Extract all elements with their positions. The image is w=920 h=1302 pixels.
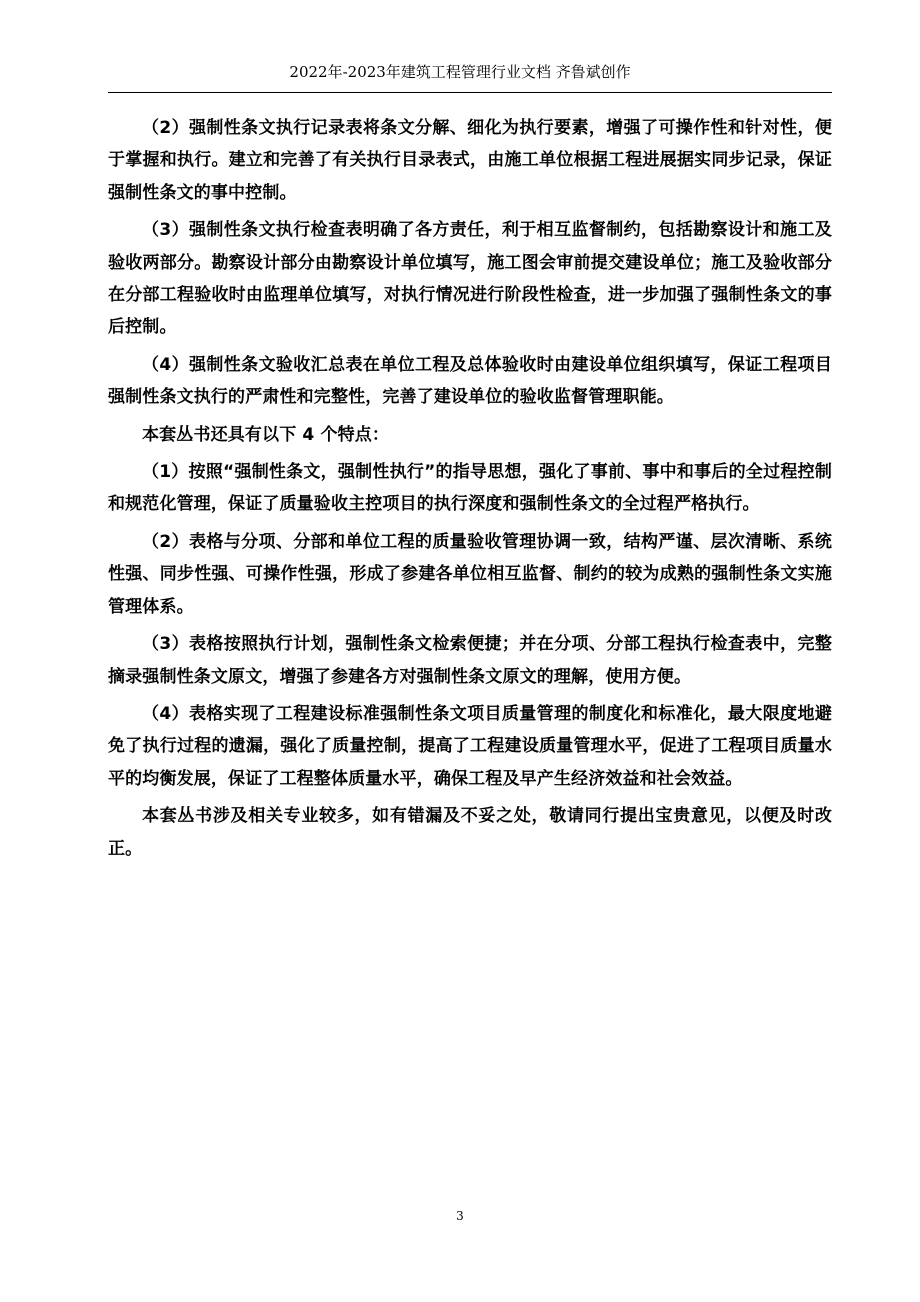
paragraph-item-3-inspection-table: （3）强制性条文执行检查表明确了各方责任，利于相互监督制约，包括勘察设计和施工及验收两部分。勘察设计部分由勘察设计单位填写，施工图会审前提交建设单位；施工及验收部分在分部工程验收时由监理单位填写，对执行情况进行阶段性检查，进一步加强了强制性条文的事后控制。 [108,220,832,338]
paragraph-feature-4: （4）表格实现了工程建设标准强制性条文项目质量管理的制度化和标准化，最大限度地避免了执行过程的遗漏，强化了质量控制，提高了工程建设质量管理水平，促进了工程项目质量水平的均衡发展，保证了工程整体质量水平，确保工程及早产生经济效益和社会效益。 [108,703,832,789]
page-header: 2022年-2023年建筑工程管理行业文档 齐鲁斌创作 [289,63,631,81]
paragraph-features-intro: 本套丛书还具有以下 4 个特点： [142,424,390,445]
paragraph-item-4-acceptance-summary: （4）强制性条文验收汇总表在单位工程及总体验收时由建设单位组织填写，保证工程项目强制性条文执行的严肃性和完整性，完善了建设单位的验收监督管理职能。 [108,354,832,408]
paragraph-item-2-record-table: （2）强制性条文执行记录表将条文分解、细化为执行要素，增强了可操作性和针对性，便于掌握和执行。建立和完善了有关执行目录表式，由施工单位根据工程进展据实同步记录，保证强制性条文的事中控制。 [108,118,832,203]
paragraph-feature-3: （3）表格按照执行计划，强制性条文检索便捷；并在分项、分部工程执行检查表中，完整摘录强制性条文原文，增强了参建各方对强制性条文原文的理解，使用方便。 [108,634,832,687]
paragraph-closing-note: 本套丛书涉及相关专业较多，如有错漏及不妥之处，敬请同行提出宝贵意见，以便及时改正。 [108,806,832,859]
paragraph-feature-1: （1）按照“强制性条文，强制性执行”的指导思想，强化了事前、事中和事后的全过程控制和规范化管理，保证了质量验收主控项目的执行深度和强制性条文的全过程严格执行。 [108,462,832,515]
document-body [108,112,832,870]
paragraph-feature-2: （2）表格与分项、分部和单位工程的质量验收管理协调一致，结构严谨、层次清晰、系统性强、同步性强、可操作性强，形成了参建各单位相互监督、制约的较为成熟的强制性条文实施管理体系。 [108,531,832,617]
header-divider [108,92,832,93]
page-number: 3 [456,1209,464,1223]
